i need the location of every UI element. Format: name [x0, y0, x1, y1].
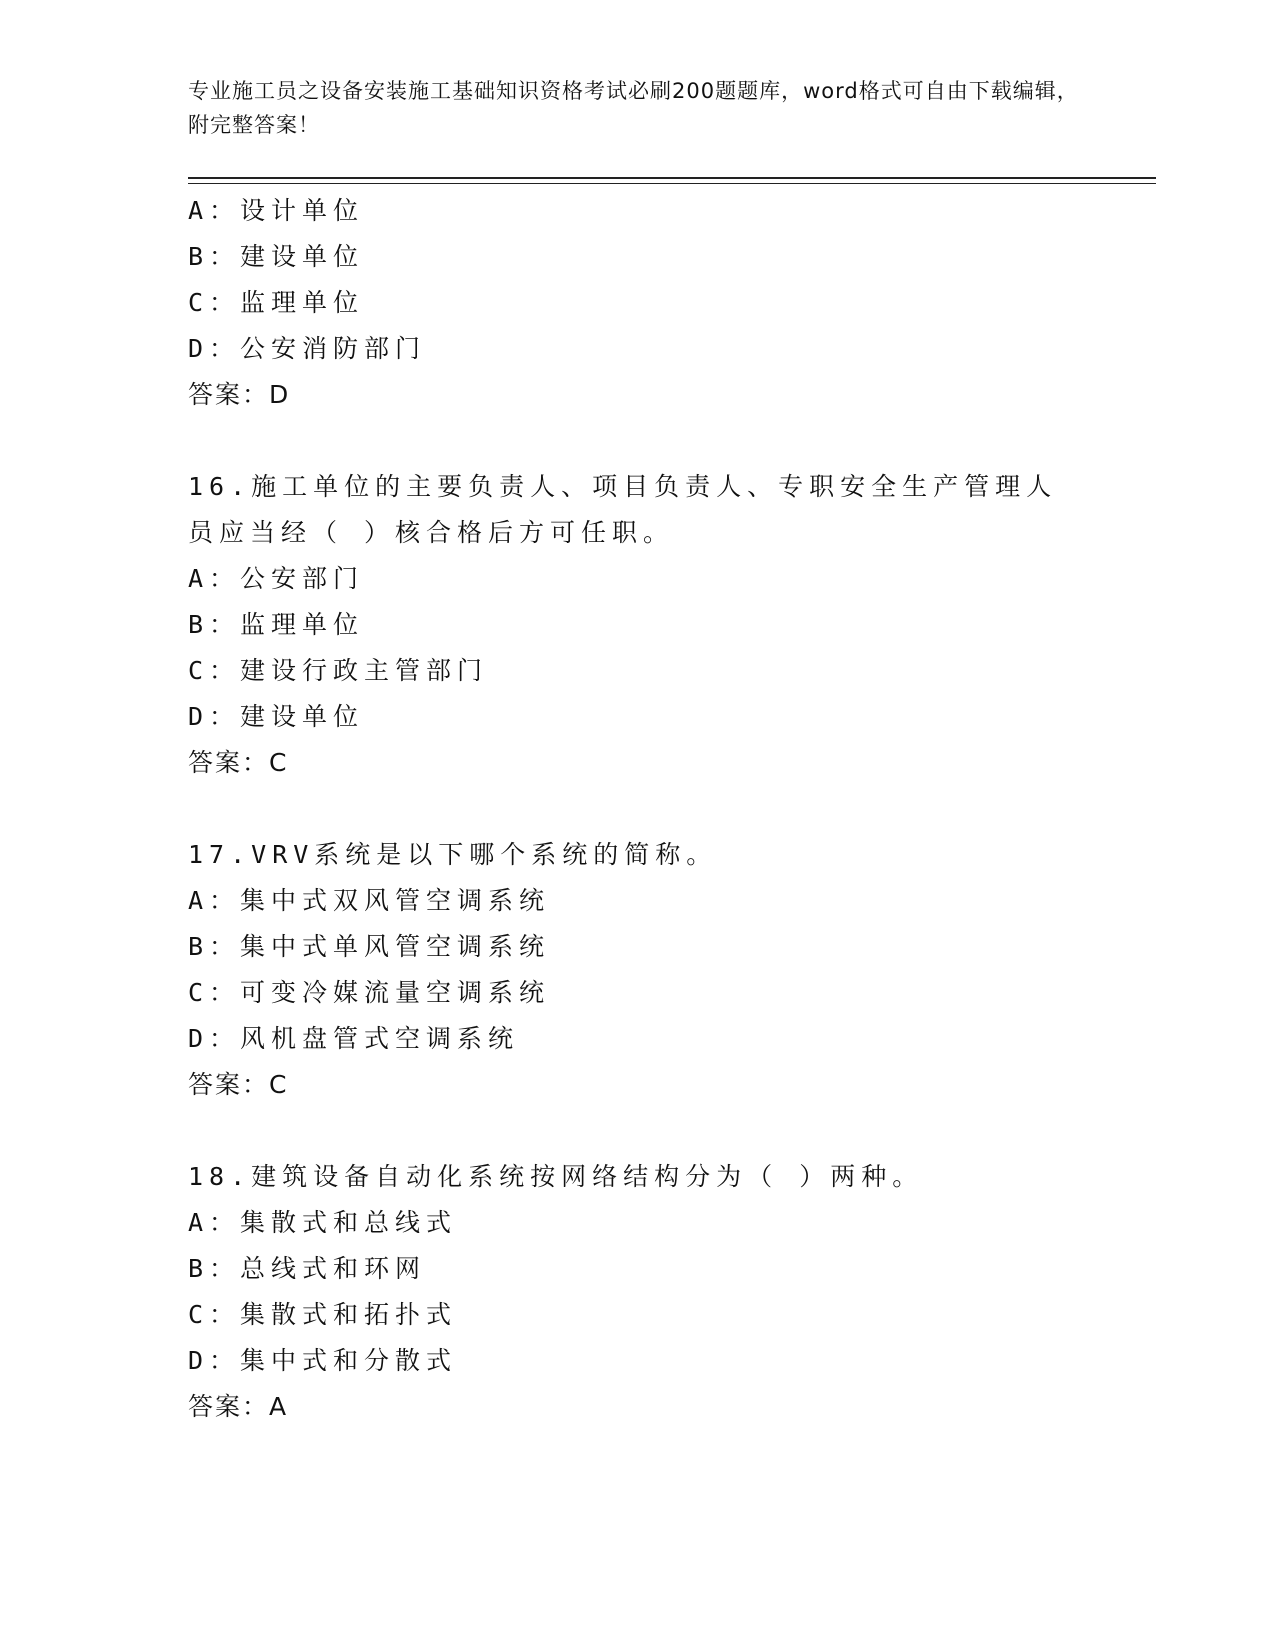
question-block-16 [188, 464, 1156, 786]
option-a: A：集散式和总线式 [188, 1208, 458, 1237]
option-c: C：集散式和拓扑式 [188, 1300, 458, 1329]
answer: 答案：C [188, 1070, 289, 1099]
option-b: B：集中式单风管空调系统 [188, 932, 551, 961]
option-c: C：监理单位 [188, 288, 365, 317]
option-d: D：风机盘管式空调系统 [188, 1024, 520, 1053]
question-block-18 [188, 1154, 1156, 1430]
question-17-text: 17.VRV系统是以下哪个系统的简称。 [188, 840, 718, 869]
question-list [188, 188, 1156, 1476]
question-block-prev [188, 188, 1156, 418]
option-a: A：公安部门 [188, 564, 365, 593]
question-16-text: 16.施工单位的主要负责人、项目负责人、专职安全生产管理人员应当经（ ）核合格后方可任职。 [188, 472, 1058, 547]
question-block-17 [188, 832, 1156, 1108]
header-divider-thick [188, 177, 1156, 179]
option-b: B：总线式和环网 [188, 1254, 427, 1283]
option-d: D：建设单位 [188, 702, 365, 731]
option-b: B：监理单位 [188, 610, 365, 639]
document-header: 专业施工员之设备安装施工基础知识资格考试必刷200题题库，word格式可自由下载编辑，附完整答案！ [188, 79, 1079, 137]
answer: 答案：D [188, 380, 291, 409]
answer: 答案：A [188, 1392, 289, 1421]
option-a: A：设计单位 [188, 196, 365, 225]
option-c: C：建设行政主管部门 [188, 656, 489, 685]
option-d: D：公安消防部门 [188, 334, 427, 363]
option-d: D：集中式和分散式 [188, 1346, 458, 1375]
header-divider-thin [188, 183, 1156, 184]
answer: 答案：C [188, 748, 289, 777]
question-text [188, 464, 1156, 556]
option-a: A：集中式双风管空调系统 [188, 886, 551, 915]
question-18-text: 18.建筑设备自动化系统按网络结构分为（ ）两种。 [188, 1162, 924, 1191]
option-b: B：建设单位 [188, 242, 365, 271]
option-c: C：可变冷媒流量空调系统 [188, 978, 551, 1007]
